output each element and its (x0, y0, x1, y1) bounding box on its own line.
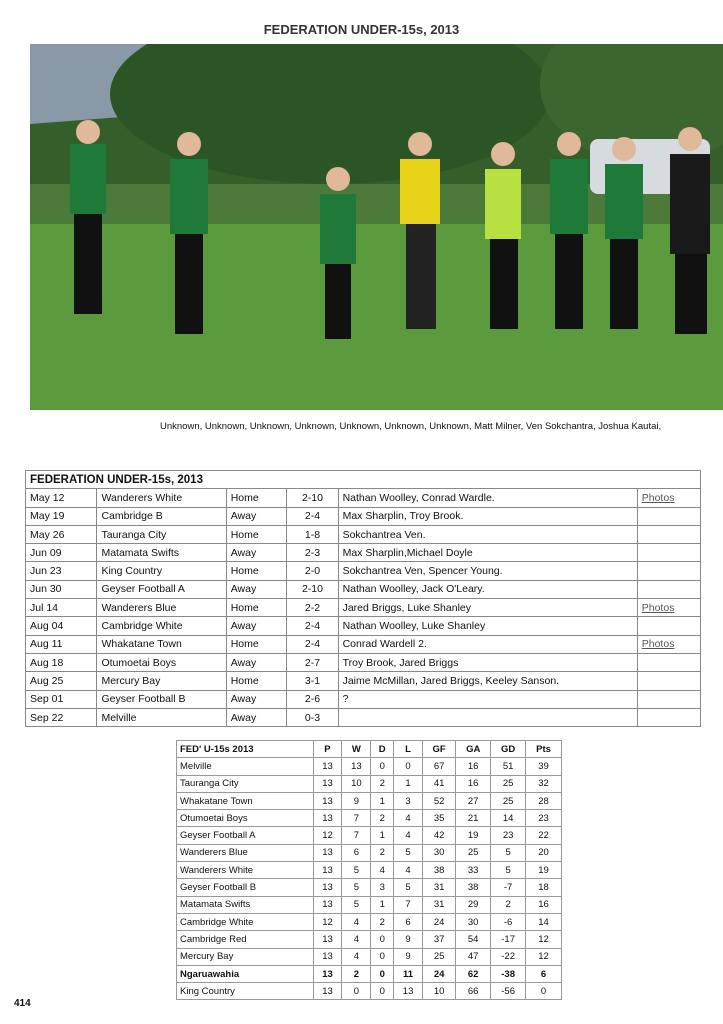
standings-l: 11 (394, 965, 423, 982)
result-row (26, 690, 701, 708)
standings-ga: 62 (456, 965, 491, 982)
standings-gf: 42 (423, 827, 456, 844)
result-score: 0-3 (287, 708, 338, 726)
standings-gd: 25 (491, 792, 526, 809)
standings-w: 5 (342, 896, 371, 913)
result-date: May 12 (26, 489, 97, 507)
standings-row (177, 827, 562, 844)
standings-gd: 25 (491, 775, 526, 792)
standings-row (177, 810, 562, 827)
result-photos (637, 525, 700, 543)
result-scorers: Max Sharplin,Michael Doyle (338, 544, 637, 562)
result-score: 2-0 (287, 562, 338, 580)
standings-p: 13 (313, 844, 342, 861)
result-opponent: Cambridge B (97, 507, 226, 525)
standings-d: 1 (371, 792, 394, 809)
standings-column-header: P (313, 741, 342, 758)
result-scorers: Troy Brook, Jared Briggs (338, 653, 637, 671)
result-score: 2-4 (287, 635, 338, 653)
standings-pts: 12 (526, 931, 562, 948)
standings-p: 13 (313, 810, 342, 827)
standings-gd: -22 (491, 948, 526, 965)
standings-w: 7 (342, 810, 371, 827)
standings-ga: 16 (456, 758, 491, 775)
standings-l: 4 (394, 862, 423, 879)
standings-ga: 38 (456, 879, 491, 896)
standings-l: 6 (394, 913, 423, 930)
page-title: FEDERATION UNDER-15s, 2013 (263, 22, 460, 37)
standings-l: 4 (394, 827, 423, 844)
result-venue: Away (226, 708, 287, 726)
results-title: FEDERATION UNDER-15s, 2013 (26, 471, 701, 489)
standings-w: 13 (342, 758, 371, 775)
team-photo (30, 44, 723, 410)
standings-ga: 33 (456, 862, 491, 879)
standings-team: Tauranga City (177, 775, 314, 792)
result-opponent: Geyser Football B (97, 690, 226, 708)
standings-team: Geyser Football B (177, 879, 314, 896)
standings-team: Cambridge Red (177, 931, 314, 948)
result-scorers: Max Sharplin, Troy Brook. (338, 507, 637, 525)
result-photos (637, 708, 700, 726)
standings-w: 10 (342, 775, 371, 792)
result-row (26, 544, 701, 562)
result-score: 2-2 (287, 599, 338, 617)
result-date: May 19 (26, 507, 97, 525)
result-row (26, 635, 701, 653)
standings-team: Mercury Bay (177, 948, 314, 965)
standings-p: 13 (313, 896, 342, 913)
standings-ga: 19 (456, 827, 491, 844)
result-venue: Away (226, 580, 287, 598)
standings-w: 5 (342, 862, 371, 879)
result-photos (637, 562, 700, 580)
results-table (25, 470, 701, 727)
result-row (26, 599, 701, 617)
result-venue: Away (226, 690, 287, 708)
standings-row (177, 965, 562, 982)
result-opponent: Mercury Bay (97, 672, 226, 690)
result-venue: Home (226, 635, 287, 653)
standings-team: Ngaruawahia (177, 965, 314, 982)
standings-pts: 18 (526, 879, 562, 896)
standings-team: Matamata Swifts (177, 896, 314, 913)
standings-team: Cambridge White (177, 913, 314, 930)
standings-l: 5 (394, 879, 423, 896)
standings-p: 13 (313, 862, 342, 879)
standings-d: 0 (371, 758, 394, 775)
result-score: 2-3 (287, 544, 338, 562)
standings-column-header: GF (423, 741, 456, 758)
standings-column-header: FED' U-15s 2013 (177, 741, 314, 758)
standings-team: Wanderers White (177, 862, 314, 879)
standings-column-header: GA (456, 741, 491, 758)
standings-team: Melville (177, 758, 314, 775)
result-venue: Home (226, 599, 287, 617)
result-venue: Home (226, 489, 287, 507)
standings-w: 4 (342, 913, 371, 930)
result-date: Aug 25 (26, 672, 97, 690)
standings-gd: 2 (491, 896, 526, 913)
standings-l: 13 (394, 983, 423, 1000)
standings-d: 2 (371, 810, 394, 827)
standings-gf: 30 (423, 844, 456, 861)
standings-column-header: W (342, 741, 371, 758)
standings-row (177, 948, 562, 965)
standings-p: 13 (313, 792, 342, 809)
result-row (26, 562, 701, 580)
standings-gd: -6 (491, 913, 526, 930)
standings-ga: 54 (456, 931, 491, 948)
standings-team: King Country (177, 983, 314, 1000)
result-row (26, 708, 701, 726)
standings-pts: 19 (526, 862, 562, 879)
result-date: Aug 18 (26, 653, 97, 671)
standings-row (177, 758, 562, 775)
photo-caption: Unknown, Unknown, Unknown, Unknown, Unknown, Unknown, Unknown, Matt Milner, Ven Sokchantra, Joshua Kautai, (160, 421, 662, 432)
result-scorers: Nathan Woolley, Jack O'Leary. (338, 580, 637, 598)
standings-p: 13 (313, 931, 342, 948)
standings-pts: 23 (526, 810, 562, 827)
standings-row (177, 862, 562, 879)
standings-pts: 20 (526, 844, 562, 861)
standings-row (177, 792, 562, 809)
result-opponent: Melville (97, 708, 226, 726)
standings-w: 2 (342, 965, 371, 982)
result-date: Aug 11 (26, 635, 97, 653)
standings-pts: 28 (526, 792, 562, 809)
standings-d: 1 (371, 896, 394, 913)
standings-gf: 37 (423, 931, 456, 948)
standings-l: 5 (394, 844, 423, 861)
standings-gf: 31 (423, 879, 456, 896)
standings-ga: 29 (456, 896, 491, 913)
result-opponent: Whakatane Town (97, 635, 226, 653)
standings-team: Geyser Football A (177, 827, 314, 844)
result-date: Jun 30 (26, 580, 97, 598)
standings-ga: 27 (456, 792, 491, 809)
standings-row (177, 879, 562, 896)
standings-d: 0 (371, 965, 394, 982)
result-photos (637, 690, 700, 708)
standings-gf: 41 (423, 775, 456, 792)
standings-gd: 51 (491, 758, 526, 775)
standings-p: 13 (313, 775, 342, 792)
standings-d: 0 (371, 983, 394, 1000)
standings-column-header: Pts (526, 741, 562, 758)
result-row (26, 653, 701, 671)
standings-pts: 32 (526, 775, 562, 792)
standings-table (176, 740, 562, 1000)
standings-gd: -38 (491, 965, 526, 982)
standings-row (177, 844, 562, 861)
standings-ga: 30 (456, 913, 491, 930)
result-opponent: Cambridge White (97, 617, 226, 635)
standings-ga: 21 (456, 810, 491, 827)
standings-team: Whakatane Town (177, 792, 314, 809)
standings-gf: 35 (423, 810, 456, 827)
result-scorers: Sokchantrea Ven, Spencer Young. (338, 562, 637, 580)
standings-w: 6 (342, 844, 371, 861)
result-venue: Away (226, 544, 287, 562)
result-photos[interactable]: Photos (637, 489, 700, 507)
result-score: 3-1 (287, 672, 338, 690)
standings-p: 13 (313, 948, 342, 965)
standings-pts: 12 (526, 948, 562, 965)
result-photos (637, 653, 700, 671)
result-opponent: Wanderers Blue (97, 599, 226, 617)
result-date: Jun 09 (26, 544, 97, 562)
standings-row (177, 983, 562, 1000)
standings-column-header: L (394, 741, 423, 758)
result-date: Jun 23 (26, 562, 97, 580)
standings-p: 13 (313, 879, 342, 896)
standings-w: 0 (342, 983, 371, 1000)
result-score: 2-7 (287, 653, 338, 671)
standings-pts: 22 (526, 827, 562, 844)
result-photos[interactable]: Photos (637, 599, 700, 617)
result-score: 2-6 (287, 690, 338, 708)
standings-ga: 66 (456, 983, 491, 1000)
result-photos (637, 617, 700, 635)
standings-w: 4 (342, 948, 371, 965)
standings-gf: 38 (423, 862, 456, 879)
standings-gf: 31 (423, 896, 456, 913)
standings-w: 4 (342, 931, 371, 948)
standings-pts: 0 (526, 983, 562, 1000)
standings-gd: -7 (491, 879, 526, 896)
result-score: 2-10 (287, 489, 338, 507)
standings-gf: 24 (423, 965, 456, 982)
standings-gf: 24 (423, 913, 456, 930)
standings-row (177, 896, 562, 913)
standings-pts: 6 (526, 965, 562, 982)
result-opponent: Geyser Football A (97, 580, 226, 598)
standings-gd: 14 (491, 810, 526, 827)
standings-d: 2 (371, 913, 394, 930)
result-photos (637, 580, 700, 598)
result-opponent: Tauranga City (97, 525, 226, 543)
result-score: 1-8 (287, 525, 338, 543)
result-venue: Away (226, 617, 287, 635)
result-venue: Away (226, 653, 287, 671)
standings-gf: 10 (423, 983, 456, 1000)
standings-row (177, 775, 562, 792)
standings-p: 13 (313, 983, 342, 1000)
result-opponent: King Country (97, 562, 226, 580)
standings-gd: -17 (491, 931, 526, 948)
standings-gd: 23 (491, 827, 526, 844)
result-scorers: Conrad Wardell 2. (338, 635, 637, 653)
result-date: Aug 04 (26, 617, 97, 635)
standings-l: 0 (394, 758, 423, 775)
result-date: May 26 (26, 525, 97, 543)
standings-d: 0 (371, 931, 394, 948)
result-opponent: Otumoetai Boys (97, 653, 226, 671)
standings-column-header: GD (491, 741, 526, 758)
standings-d: 3 (371, 879, 394, 896)
standings-ga: 25 (456, 844, 491, 861)
standings-pts: 39 (526, 758, 562, 775)
result-scorers: Jaime McMillan, Jared Briggs, Keeley Sanson. (338, 672, 637, 690)
standings-gf: 52 (423, 792, 456, 809)
standings-gf: 25 (423, 948, 456, 965)
standings-l: 1 (394, 775, 423, 792)
standings-pts: 14 (526, 913, 562, 930)
page-number: 414 (14, 998, 31, 1009)
result-score: 2-4 (287, 617, 338, 635)
result-opponent: Matamata Swifts (97, 544, 226, 562)
standings-d: 0 (371, 948, 394, 965)
result-scorers: ? (338, 690, 637, 708)
result-scorers (338, 708, 637, 726)
standings-l: 3 (394, 792, 423, 809)
standings-gd: 5 (491, 844, 526, 861)
result-photos[interactable]: Photos (637, 635, 700, 653)
result-venue: Away (226, 507, 287, 525)
result-score: 2-4 (287, 507, 338, 525)
standings-w: 5 (342, 879, 371, 896)
result-scorers: Jared Briggs, Luke Shanley (338, 599, 637, 617)
standings-p: 13 (313, 965, 342, 982)
result-row (26, 507, 701, 525)
result-opponent: Wanderers White (97, 489, 226, 507)
standings-p: 13 (313, 758, 342, 775)
standings-row (177, 931, 562, 948)
standings-p: 12 (313, 913, 342, 930)
standings-p: 12 (313, 827, 342, 844)
result-row (26, 489, 701, 507)
result-scorers: Nathan Woolley, Conrad Wardle. (338, 489, 637, 507)
standings-l: 4 (394, 810, 423, 827)
standings-gd: -56 (491, 983, 526, 1000)
standings-l: 9 (394, 931, 423, 948)
standings-column-header: D (371, 741, 394, 758)
standings-d: 2 (371, 844, 394, 861)
standings-team: Otumoetai Boys (177, 810, 314, 827)
standings-d: 4 (371, 862, 394, 879)
standings-l: 9 (394, 948, 423, 965)
result-venue: Home (226, 672, 287, 690)
result-venue: Home (226, 562, 287, 580)
result-row (26, 672, 701, 690)
standings-w: 9 (342, 792, 371, 809)
result-venue: Home (226, 525, 287, 543)
result-row (26, 617, 701, 635)
result-score: 2-10 (287, 580, 338, 598)
standings-header (177, 741, 562, 758)
result-date: Sep 22 (26, 708, 97, 726)
standings-gd: 5 (491, 862, 526, 879)
result-row (26, 525, 701, 543)
standings-ga: 16 (456, 775, 491, 792)
standings-team: Wanderers Blue (177, 844, 314, 861)
result-scorers: Nathan Woolley, Luke Shanley (338, 617, 637, 635)
result-date: Jul 14 (26, 599, 97, 617)
standings-pts: 16 (526, 896, 562, 913)
standings-ga: 47 (456, 948, 491, 965)
result-date: Sep 01 (26, 690, 97, 708)
standings-l: 7 (394, 896, 423, 913)
result-photos (637, 544, 700, 562)
standings-d: 1 (371, 827, 394, 844)
standings-gf: 67 (423, 758, 456, 775)
standings-d: 2 (371, 775, 394, 792)
standings-row (177, 913, 562, 930)
result-photos (637, 507, 700, 525)
result-scorers: Sokchantrea Ven. (338, 525, 637, 543)
result-row (26, 580, 701, 598)
result-photos (637, 672, 700, 690)
standings-w: 7 (342, 827, 371, 844)
